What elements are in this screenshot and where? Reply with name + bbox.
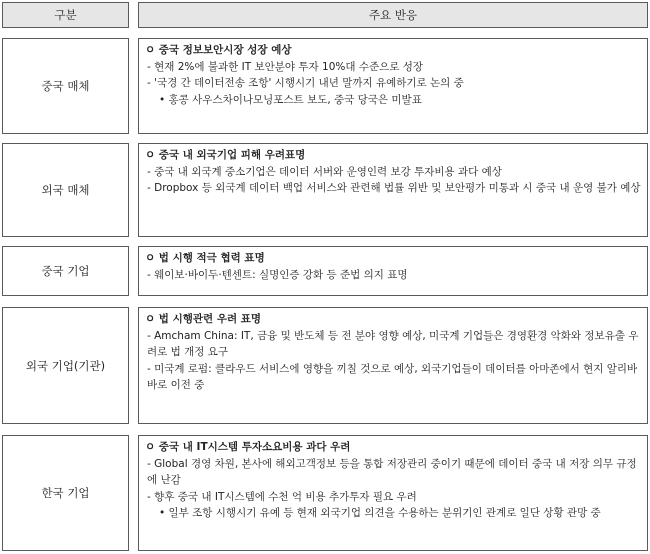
category-label: 중국 기업 [41, 264, 90, 278]
content-heading: ㅇ 법 시행관련 우려 표명 [145, 313, 262, 325]
content-heading: ㅇ 중국 정보보안시장 성장 예상 [145, 44, 292, 56]
content-item: - 중국 내 외국계 중소기업은 데이터 서버와 운영인력 보강 투자비용 과다 예상 [147, 165, 502, 178]
category-label: 외국 기업(기관) [25, 358, 106, 373]
content-item: - '국경 간 데이터전송 조항' 시행시기 내년 말까지 유예하기로 논의 중 [147, 77, 464, 89]
content-item: - 미국계 로펌: 클라우드 서비스에 영향을 끼칠 것으로 예상, 외국기업들이 데이터를 아마존에서 현지 알리바바로 이전 중 [147, 362, 638, 391]
header-reactions-label: 주요 반응 [368, 8, 418, 22]
header-category [2, 2, 129, 28]
row-content-china-companies [138, 246, 648, 296]
content-item: - Global 경영 차원, 본사에 해외고객정보 등을 통합 저장관리 중이기 때문에 데이터 중국 내 저장 의무 규정에 난감 [147, 457, 637, 486]
content-heading: ㅇ 중국 내 외국기업 피해 우려표명 [145, 149, 306, 161]
category-label: 한국 기업 [41, 486, 90, 500]
category-label: 중국 매체 [41, 79, 90, 93]
row-category-china-media [2, 38, 129, 134]
content-item: - 웨이보·바이두·텐센트: 실명인증 강화 등 준법 의지 표명 [147, 268, 408, 281]
content-heading: ㅇ 중국 내 IT시스템 투자소요비용 과다 우려 [145, 441, 351, 453]
content-subitem: • 홍콩 사우스차이나모닝포스트 보도, 중국 당국은 미발표 [159, 93, 422, 106]
content-item: - 향후 중국 내 IT시스템에 수천 억 비용 추가투자 필요 우려 [147, 490, 417, 503]
row-content-china-media [138, 38, 648, 134]
row-content-foreign-companies [138, 307, 648, 424]
content-heading: ㅇ 법 시행 적극 협력 표명 [145, 252, 265, 264]
content-subitem: • 일부 조항 시행시기 유예 등 현재 외국기업 의견을 수용하는 분위기인 관계로 일단 상황 관망 중 [159, 507, 601, 519]
content-item: - Dropbox 등 외국계 데이터 백업 서비스와 관련해 법률 위반 및 보안평가 미통과 시 중국 내 운영 불가 예상 [147, 182, 641, 194]
row-content-foreign-media [138, 143, 648, 237]
header-reactions [138, 2, 648, 28]
row-category-foreign-media [2, 143, 129, 237]
category-label: 외국 매체 [41, 183, 90, 197]
row-category-china-companies [2, 246, 129, 296]
row-category-foreign-companies [2, 307, 129, 424]
row-content-korean-companies [138, 435, 648, 551]
row-category-korean-companies [2, 435, 129, 551]
header-category-label: 구분 [54, 8, 77, 22]
content-item: - 현재 2%에 불과한 IT 보안분야 투자 10%대 수준으로 성장 [147, 60, 424, 73]
content-item: - Amcham China: IT, 금융 및 반도체 등 전 분야 영향 예상, 미국계 기업들은 경영환경 악화와 정보유출 우려로 법 개정 요구 [147, 329, 639, 358]
